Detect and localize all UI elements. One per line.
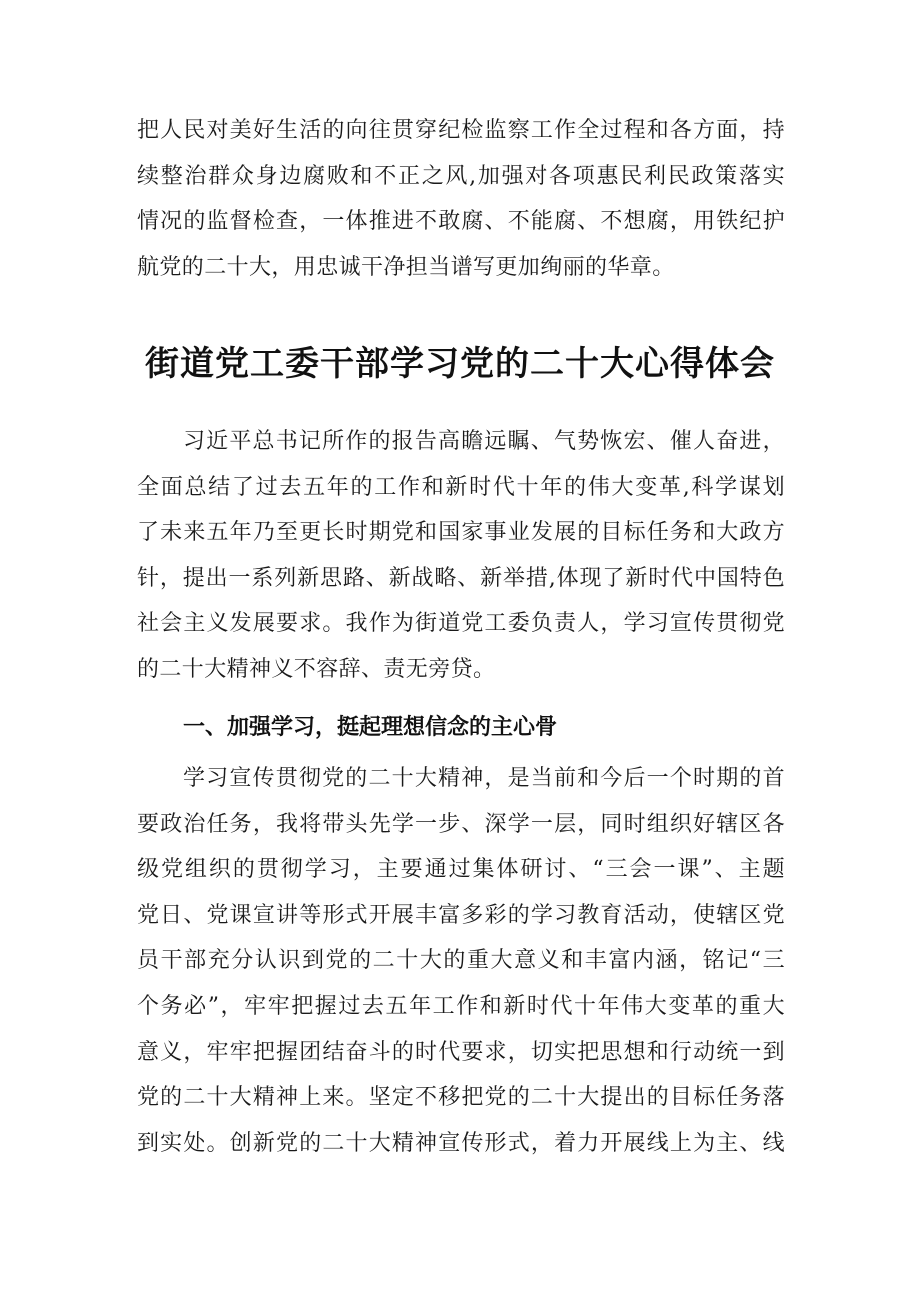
section-paragraph (137, 756, 785, 1166)
text-line: 党日、党课宣讲等形式开展丰富多彩的学习教育活动，使辖区党 (137, 902, 785, 928)
document-title: 街道党工委干部学习党的二十大心得体会 (145, 344, 775, 384)
text-line: 党的二十大精神上来。坚定不移把党的二十大提出的目标任务落 (137, 1085, 785, 1111)
text-line: 到实处。创新党的二十大精神宣传形式，着力开展线上为主、线 (137, 1130, 785, 1156)
text-line: 级党组织的贯彻学习，主要通过集体研讨、“三会一课”、主题 (137, 857, 785, 883)
text-line: 全面总结了过去五年的工作和新时代十年的伟大变革,科学谋划 (137, 474, 785, 500)
text-line: 把人民对美好生活的向往贯穿纪检监察工作全过程和各方面，持 (137, 118, 785, 143)
text-line: 员干部充分认识到党的二十大的重大意义和丰富内涵，铭记“三 (137, 948, 785, 974)
intro-paragraph (137, 108, 785, 290)
text-line: 个务必”，牢牢把握过去五年工作和新时代十年伟大变革的重大 (137, 993, 785, 1019)
text-line: 情况的监督检查，一体推进不敢腐、不能腐、不想腐，用铁纪护 (137, 209, 785, 235)
text-line: 意义，牢牢把握团结奋斗的时代要求，切实把思想和行动统一到 (137, 1039, 785, 1065)
text-line: 习近平总书记所作的报告高瞻远瞩、气势恢宏、催人奋进， (183, 429, 785, 454)
section-heading: 一、加强学习，挺起理想信念的主心骨 (183, 715, 558, 740)
text-line: 航党的二十大，用忠诚干净担当谱写更加绚丽的华章。 (137, 254, 675, 280)
text-line: 针，提出一系列新思路、新战略、新举措,体现了新时代中国特色 (137, 565, 785, 591)
text-line: 的二十大精神义不容辞、责无旁贷。 (137, 656, 496, 682)
text-line: 续整治群众身边腐败和不正之风,加强对各项惠民利民政策落实 (137, 163, 785, 189)
text-line: 要政治任务，我将带头先学一步、深学一层，同时组织好辖区各 (137, 811, 785, 837)
text-line: 学习宣传贯彻党的二十大精神，是当前和今后一个时期的首 (183, 766, 785, 791)
text-line: 了未来五年乃至更长时期党和国家事业发展的目标任务和大政方 (137, 520, 785, 546)
text-line: 社会主义发展要求。我作为街道党工委负责人，学习宣传贯彻党 (137, 611, 785, 637)
opening-paragraph (137, 419, 785, 693)
